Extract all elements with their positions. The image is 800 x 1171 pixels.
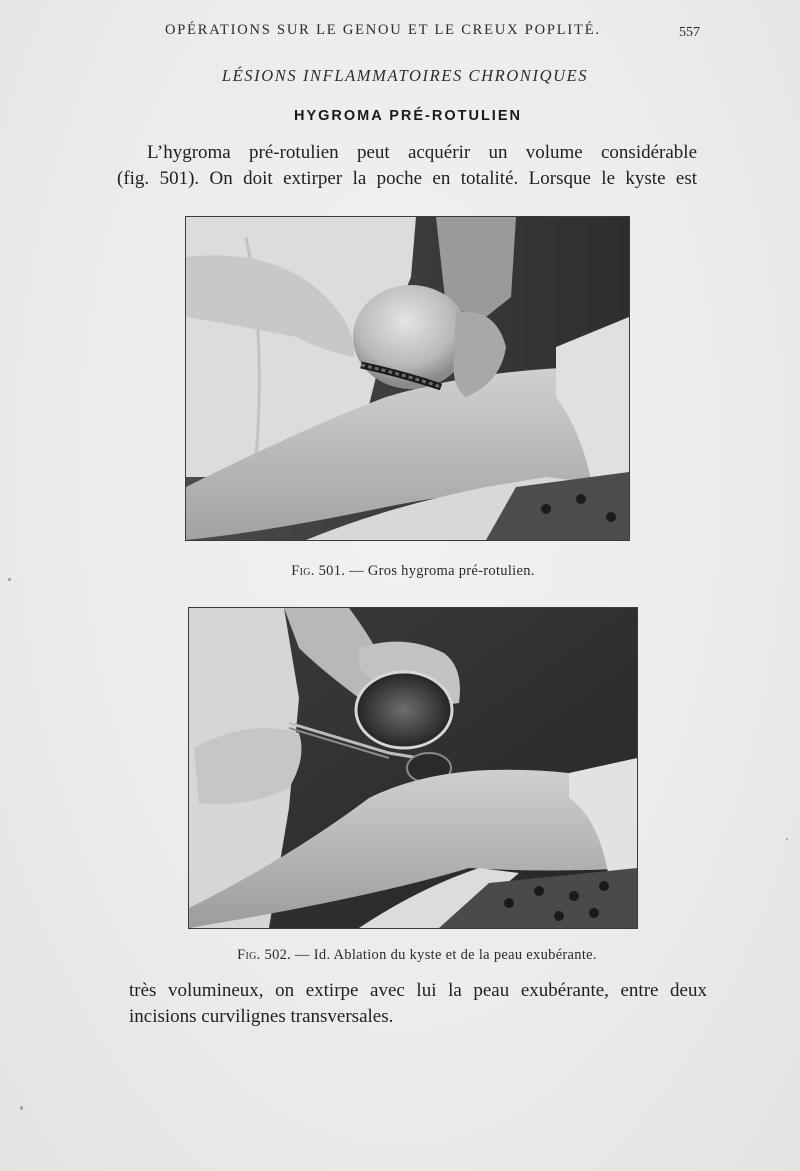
figure-501-caption bbox=[8, 563, 800, 580]
caption-text: — Gros hygroma pré-rotulien. bbox=[349, 563, 535, 579]
figure-502-caption bbox=[12, 947, 800, 964]
paragraph-line: très volumineux, on extirpe avec lui la peau exubérante, entre deux bbox=[129, 980, 707, 1001]
paper-speck bbox=[20, 1106, 23, 1110]
running-title: OPÉRATIONS SUR LE GENOU ET LE CREUX POPLITÉ. bbox=[165, 22, 601, 38]
caption-label: Fig. 501. bbox=[291, 563, 346, 579]
caption-text: — Id. Ablation du kyste et de la peau exubérante. bbox=[295, 947, 597, 963]
paragraph-line: L’hygroma pré-rotulien peut acquérir un volume considérable bbox=[147, 142, 697, 163]
figure-502-photo bbox=[188, 607, 638, 929]
caption-label: Fig. 502. bbox=[237, 947, 292, 963]
section-heading: LÉSIONS INFLAMMATOIRES CHRONIQUES bbox=[221, 66, 589, 85]
subheading: HYGROMA PRÉ-ROTULIEN bbox=[294, 108, 522, 124]
intro-paragraph bbox=[117, 140, 697, 192]
page-number: 557 bbox=[679, 25, 700, 40]
figure-501-photo bbox=[185, 216, 630, 541]
closing-paragraph bbox=[129, 978, 707, 1030]
paragraph-line: (fig. 501). On doit extirper la poche en totalité. Lorsque le kyste est bbox=[117, 168, 697, 189]
running-head bbox=[120, 20, 700, 44]
paper-speck bbox=[786, 838, 788, 840]
paragraph-line: incisions curvilignes transversales. bbox=[129, 1006, 394, 1027]
paper-speck bbox=[8, 578, 11, 581]
